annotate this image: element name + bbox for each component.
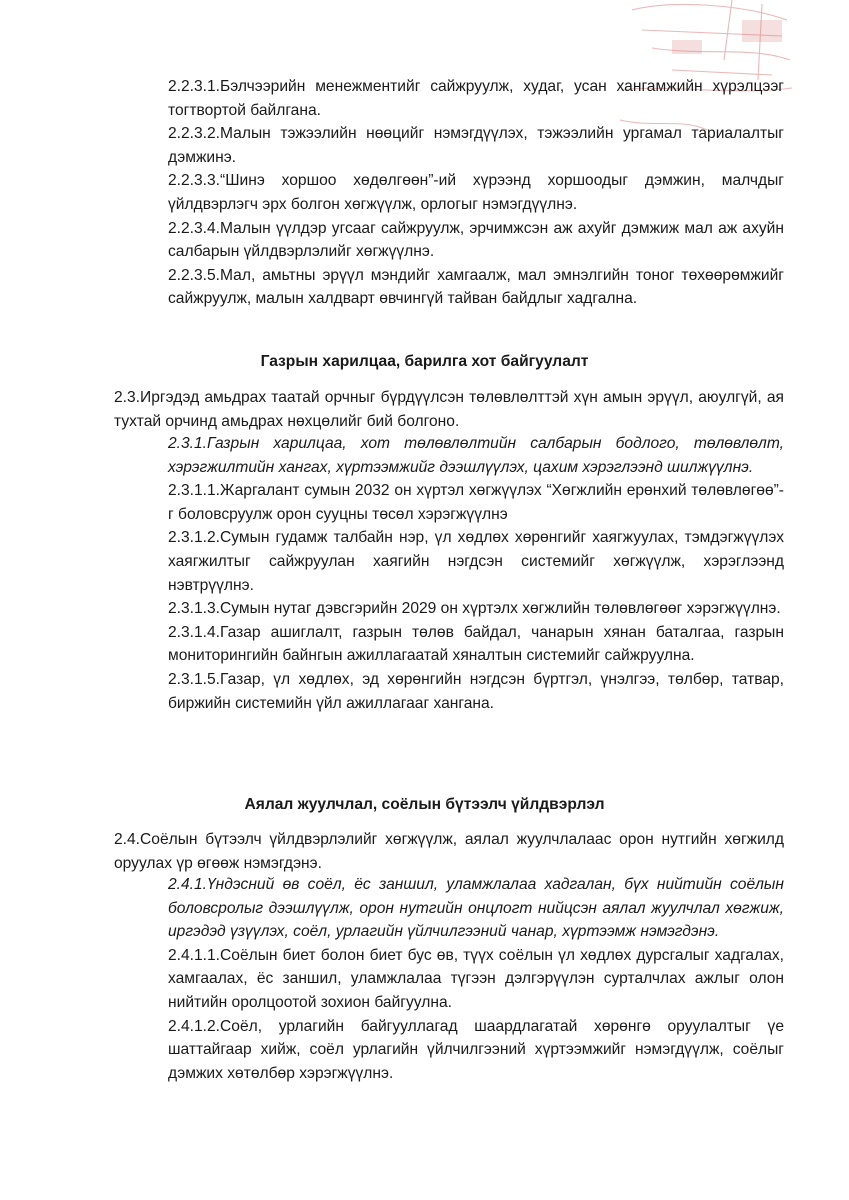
section-2-4-intro (114, 828, 784, 875)
paragraph: 2.3.Иргэдэд амьдрах таатай орчныг бүрдүүлсэн төлөвлөлттэй хүн амын эрүүл, аюулгүй, ая тухтай орчинд амьдрах нөхцөлийг бий болгоно. (114, 389, 784, 430)
section-heading-tourism: Аялал жуулчлал, соёлын бүтээлч үйлдвэрлэл (244, 796, 605, 813)
section-heading-land: Газрын харилцаа, барилга хот байгуулалт (260, 353, 589, 370)
section-2-3-intro (114, 386, 784, 433)
list-item: 2.3.1.1.Жаргалант сумын 2032 он хүртэл хөгжүүлэх “Хөгжлийн ерөнхий төлөвлөгөө”-г боловсруулж орон сууцны төсөл хэрэгжүүлнэ (168, 482, 784, 523)
list-item: 2.4.1.2.Соёл, урлагийн байгууллагад шаардлагатай хөрөнгө оруулалтыг үе шаттайгаар хийж, соёл урлагийн үйлчилгээний хүртээмжийг нэмэгдүүлж, соёлыг дэмжих хөтөлбөр хэрэгжүүлнэ. (168, 1017, 784, 1082)
objective-paragraph: 2.4.1.Үндэсний өв соёл, ёс заншил, уламжлалаа хадгалан, бүх нийтийн соёлын боловсролыг дээшлүүлж, орон нутгийн онцлогт нийцсэн аялал жуулчлал хөгжиж, иргэдэд үзүүлэх, соёл, урлагийн үйлчилгээний чанар, хүртээмж нэмэгдэнэ. (168, 876, 784, 941)
list-item: 2.2.3.2.Малын тэжээлийн нөөцийг нэмэгдүүлэх, тэжээлийн ургамал тариалалтыг дэмжинэ. (168, 125, 784, 166)
list-item: 2.3.1.2.Сумын гудамж талбайн нэр, үл хөдлөх хөрөнгийг хаягжуулах, тэмдэгжүүлэх хаягжилтыг сайжруулан хаягийн нэгдсэн системийг хөгжүүлж, хэрэглээнд нэвтрүүлнэ. (168, 529, 784, 594)
list-item: 2.2.3.5.Мал, амьтны эрүүл мэндийг хамгаалж, мал эмнэлгийн тоног төхөөрөмжийг сайжруулж, малын халдварт өвчингүй тайван байдлыг хадгална. (168, 266, 784, 308)
paragraph: 2.4.Соёлын бүтээлч үйлдвэрлэлийг хөгжүүлж, аялал жуулчлалаас орон нутгийн хөгжилд оруулах үр өгөөж нэмэгдэнэ. (114, 831, 784, 872)
list-item: 2.2.3.1.Бэлчээрийн менежментийг сайжруулж, худаг, усан хангамжийн хүрэлцээг тогтвортой байлгана. (168, 78, 784, 119)
objective-paragraph: 2.3.1.Газрын харилцаа, хот төлөвлөлтийн салбарын бодлого, төлөвлөлт, хэрэгжилтийн хангах, хүртээмжийг дээшлүүлэх, цахим хэрэглээнд шилжүүлнэ. (168, 435, 784, 476)
list-item: 2.4.1.1.Соёлын биет болон биет бус өв, түүх соёлын үл хөдлөх дурсгалыг хадгалах, хамгаалах, ёс заншил, уламжлалаа түгээн дэлгэрүүлэн сурталчлах ажлыг олон нийтийн оролцоотой зохион байгуулна. (168, 946, 784, 1011)
list-item: 2.2.3.4.Малын үүлдэр угсааг сайжруулж, эрчимжсэн аж ахуйг дэмжиж мал аж ахуйн салбарын үйлдвэрлэлийг хөгжүүлнэ. (168, 219, 784, 261)
list-item: 2.3.1.3.Сумын нутаг дэвсгэрийн 2029 он хүртэлх хөгжлийн төлөвлөгөөг хэрэгжүүлнэ. (168, 600, 781, 618)
section-2-2-3-items (168, 75, 784, 311)
list-item: 2.3.1.5.Газар, үл хөдлөх, эд хөрөнгийн нэгдсэн бүртгэл, үнэлгээ, төлбөр, татвар, биржийн системийн үйл ажиллагааг хангана. (168, 670, 784, 712)
list-item: 2.2.3.3.“Шинэ хоршоо хөдөлгөөн”-ий хүрээнд хоршоодыг дэмжин, малчдыг үйлдвэрлэгч эрх болгон хөгжүүлж, орлогыг нэмэгдүүлнэ. (168, 172, 784, 213)
section-2-4-body (168, 873, 784, 1085)
list-item: 2.3.1.4.Газар ашиглалт, газрын төлөв байдал, чанарын хянан баталгаа, газрын мониторингийн байнгын ажиллагаатай хяналтын системийг сайжруулна. (168, 623, 784, 665)
section-2-3-body (168, 432, 784, 715)
